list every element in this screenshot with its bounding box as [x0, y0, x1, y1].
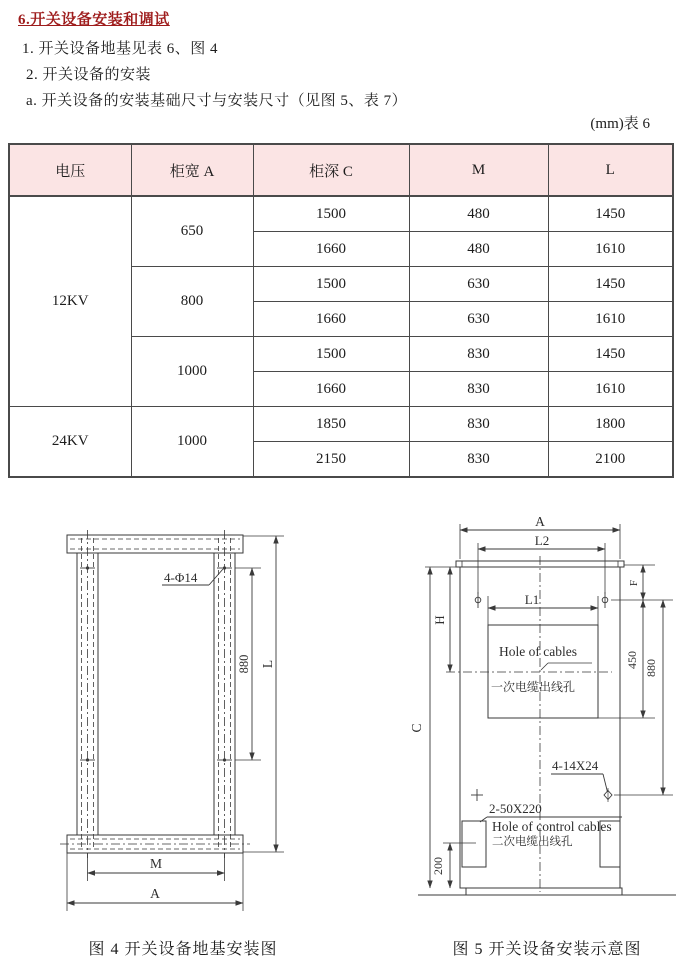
table-header-row	[9, 144, 673, 196]
fig5-dim-l1: L1	[524, 592, 540, 607]
fig4-anchor-holes	[80, 566, 232, 761]
fig5-dim-c: C	[409, 723, 424, 733]
m-cell: 830	[409, 407, 548, 442]
fig5-dim-450: 450	[625, 651, 639, 669]
fig4-hole-label: 4-Φ14	[164, 570, 198, 585]
fig5-cable-hole-label-zh: 一次电缆出线孔	[490, 680, 576, 694]
l-cell: 2100	[548, 442, 673, 478]
width-cell: 800	[131, 267, 253, 337]
fig4-dim-m: M	[149, 856, 163, 871]
fig4-drawing	[60, 530, 284, 911]
depth-cell: 1500	[253, 337, 409, 372]
depth-cell: 2150	[253, 442, 409, 478]
fig4-dim-l: L	[260, 659, 275, 669]
l-cell: 1800	[548, 407, 673, 442]
l-cell: 1610	[548, 232, 673, 267]
section-title: 6.开关设备安装和调试	[18, 12, 170, 28]
fig5-drawing	[409, 514, 676, 895]
table-unit-note: (mm)表 6	[590, 116, 650, 132]
fig5-control-hole-label-zh: 二次电缆出线孔	[492, 836, 573, 848]
header-cabinet-width: 柜宽 A	[131, 144, 253, 196]
depth-cell: 1660	[253, 372, 409, 407]
intro-line-3: a. 开关设备的安装基础尺寸与安装尺寸（见图 5、表 7）	[26, 93, 408, 109]
width-cell: 1000	[131, 337, 253, 407]
fig5-dim-h: H	[432, 615, 447, 625]
m-cell: 830	[409, 372, 548, 407]
m-cell: 480	[409, 232, 548, 267]
dimension-table	[8, 143, 674, 478]
fig5-dim-880: 880	[644, 659, 658, 677]
table-row	[9, 407, 673, 442]
fig5-dim-f: F	[628, 579, 640, 587]
depth-cell: 1850	[253, 407, 409, 442]
fig5-caption: 图 5 开关设备安装示意图	[452, 941, 642, 958]
m-cell: 480	[409, 196, 548, 232]
header-m: M	[409, 144, 548, 196]
fig4-dim-880: 880	[237, 654, 251, 674]
fig5-upper-holes	[475, 592, 608, 608]
intro-line-1: 1. 开关设备地基见表 6、图 4	[22, 41, 219, 57]
table-row	[9, 196, 673, 232]
fig4-dim-a: A	[150, 886, 160, 901]
fig5-mount-holes-label: 4-14X24	[552, 758, 599, 773]
m-cell: 630	[409, 302, 548, 337]
fig5-dim-200: 200	[431, 857, 445, 875]
fig4-caption: 图 4 开关设备地基安装图	[88, 941, 278, 958]
voltage-cell: 24KV	[9, 407, 131, 478]
voltage-cell: 12KV	[9, 196, 131, 407]
depth-cell: 1500	[253, 267, 409, 302]
fig5-dim-l2: L2	[534, 533, 550, 548]
width-cell: 1000	[131, 407, 253, 478]
fig5-left-slot	[462, 821, 486, 867]
fig5-slot-label: 2-50X220	[489, 801, 542, 816]
l-cell: 1450	[548, 337, 673, 372]
header-l: L	[548, 144, 673, 196]
l-cell: 1450	[548, 196, 673, 232]
width-cell: 650	[131, 196, 253, 267]
technical-drawings	[0, 505, 680, 915]
depth-cell: 1660	[253, 232, 409, 267]
fig5-lower-holes	[471, 788, 612, 802]
header-voltage: 电压	[9, 144, 131, 196]
l-cell: 1610	[548, 372, 673, 407]
fig5-dim-a: A	[535, 514, 545, 529]
m-cell: 630	[409, 267, 548, 302]
fig5-cable-hole	[488, 625, 598, 718]
depth-cell: 1500	[253, 196, 409, 232]
header-cabinet-depth: 柜深 C	[253, 144, 409, 196]
intro-line-2: 2. 开关设备的安装	[26, 67, 152, 83]
m-cell: 830	[409, 337, 548, 372]
l-cell: 1610	[548, 302, 673, 337]
m-cell: 830	[409, 442, 548, 478]
depth-cell: 1660	[253, 302, 409, 337]
fig5-control-hole-label-en: Hole of control cables	[492, 819, 612, 834]
fig5-base	[466, 888, 622, 895]
fig5-cable-hole-label-en: Hole of cables	[499, 644, 577, 659]
l-cell: 1450	[548, 267, 673, 302]
